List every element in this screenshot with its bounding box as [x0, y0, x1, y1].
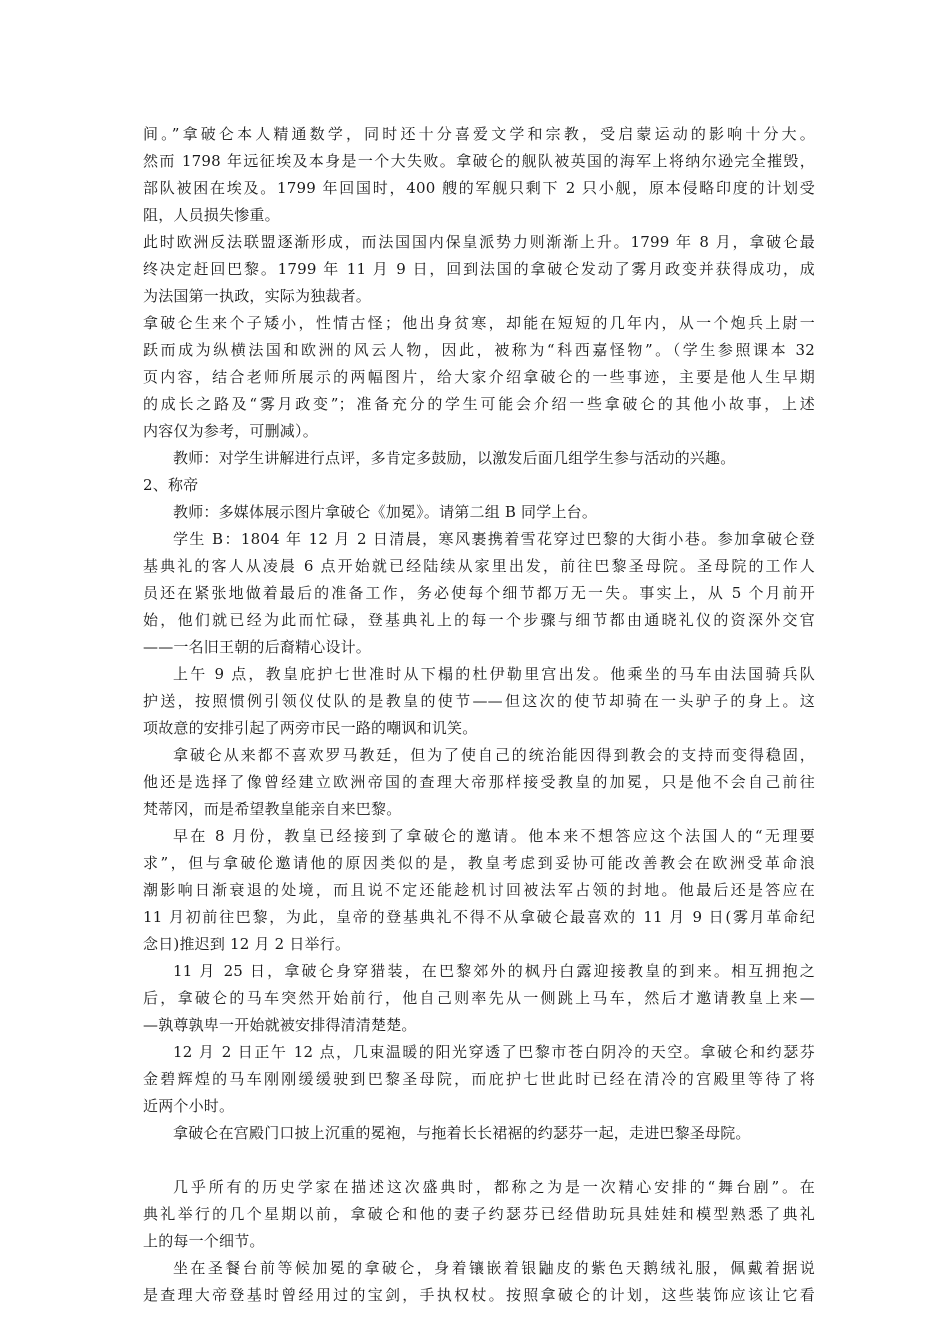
text-line: 然而 1798 年远征埃及本身是一个大失败。拿破仑的舰队被英国的海军上将纳尔逊完全摧毁，	[143, 152, 815, 170]
text-line: 拿破仑从来都不喜欢罗马教廷，但为了使自己的统治能因得到教会的支持而变得稳固，	[173, 746, 815, 764]
text-line: 近两个小时。	[143, 1097, 235, 1115]
text-line: 项故意的安排引起了两旁市民一路的嘲讽和讥笑。	[143, 719, 478, 737]
text-line: 上午 9 点，教皇庇护七世准时从下榻的杜伊勒里宫出发。他乘坐的马车由法国骑兵队	[173, 665, 815, 683]
text-line: 是查理大帝登基时曾经用过的宝剑，手执权杖。按照拿破仑的计划，这些装饰应该让它看	[143, 1286, 815, 1304]
text-line: 跃而成为纵横法国和欧洲的风云人物，因此，被称为“科西嘉怪物”。（学生参照课本 32	[143, 341, 815, 359]
text-line: 念日)推迟到 12 月 2 日举行。	[143, 935, 351, 953]
text-line: 始，他们就已经为此而忙碌，登基典礼上的每一个步骤与细节都由通晓礼仪的资深外交官	[143, 611, 815, 629]
text-line: 学生 B：1804 年 12 月 2 日清晨，寒风裹携着雪花穿过巴黎的大街小巷。参加拿破仑登	[173, 530, 815, 548]
text-line: —孰尊孰卑一开始就被安排得清清楚楚。	[143, 1016, 417, 1034]
section-heading: 2、称帝	[143, 476, 199, 494]
text-line: 此时欧洲反法联盟逐渐形成，而法国国内保皇派势力则渐渐上升。1799 年 8 月，拿破仑最	[143, 233, 815, 251]
text-line: 教师：多媒体展示图片拿破仑《加冕》。请第二组 B 同学上台。	[173, 503, 598, 521]
text-line: 求”，但与拿破伦邀请他的原因类似的是，教皇考虑到妥协可能改善教会在欧洲受革命浪	[143, 854, 815, 872]
text-line: 教师：对学生讲解进行点评，多肯定多鼓励，以激发后面几组学生参与活动的兴趣。	[173, 449, 736, 467]
text-line: 12 月 2 日正午 12 点，几束温暖的阳光穿透了巴黎市苍白阴冷的天空。拿破仑和约瑟芬	[173, 1043, 815, 1061]
text-line: 潮影响日渐衰退的处境，而且说不定还能趁机讨回被法军占领的封地。他最后还是答应在	[143, 881, 815, 899]
text-line: 拿破仑生来个子矮小，性情古怪；他出身贫寒，却能在短短的几年内，从一个炮兵上尉一	[143, 314, 815, 332]
text-line: 梵蒂冈，而是希望教皇能亲自来巴黎。	[143, 800, 402, 818]
text-line: 早在 8 月份，教皇已经接到了拿破仑的邀请。他本来不想答应这个法国人的“无理要	[173, 827, 815, 845]
text-line: 典礼举行的几个星期以前，拿破仑和他的妻子约瑟芬已经借助玩具娃娃和模型熟悉了典礼	[143, 1205, 815, 1223]
text-line: 阻，人员损失惨重。	[143, 206, 280, 224]
text-line: 护送，按照惯例引领仪仗队的是教皇的使节——但这次的使节却骑在一头驴子的身上。这	[143, 692, 815, 710]
text-line: 的成长之路及“雾月政变”；准备充分的学生可能会介绍一些拿破仑的其他小故事，上述	[143, 395, 815, 413]
text-line: 终决定赶回巴黎。1799 年 11 月 9 日，回到法国的拿破仑发动了雾月政变并获得成功，成	[143, 260, 815, 278]
text-line: 他还是选择了像曾经建立欧洲帝国的查理大帝那样接受教皇的加冕，只是他不会自己前往	[143, 773, 815, 791]
text-line: 拿破仑在宫殿门口披上沉重的冕袍，与拖着长长裙裾的约瑟芬一起，走进巴黎圣母院。	[173, 1124, 751, 1142]
text-line: ——一名旧王朝的后裔精心设计。	[143, 638, 372, 656]
text-line: 页内容，结合老师所展示的两幅图片，给大家介绍拿破仑的一些事迹，主要是他人生早期	[143, 368, 815, 386]
text-line: 坐在圣餐台前等候加冕的拿破仑，身着镶嵌着银鼬皮的紫色天鹅绒礼服，佩戴着据说	[173, 1259, 815, 1277]
text-line: 上的每一个细节。	[143, 1232, 265, 1250]
text-line: 内容仅为参考，可删减）。	[143, 422, 318, 440]
text-line: 部队被困在埃及。1799 年回国时，400 艘的军舰只剩下 2 只小舰，原本侵略印度的计划受	[143, 179, 815, 197]
text-line: 金碧辉煌的马车刚刚缓缓驶到巴黎圣母院，而庇护七世此时已经在清冷的宫殿里等待了将	[143, 1070, 815, 1088]
text-line: 间。”拿破仑本人精通数学，同时还十分喜爱文学和宗教，受启蒙运动的影响十分大。	[143, 125, 815, 143]
text-line: 为法国第一执政，实际为独裁者。	[143, 287, 372, 305]
text-line: 11 月 25 日，拿破仑身穿猎装，在巴黎郊外的枫丹白露迎接教皇的到来。相互拥抱之	[173, 962, 815, 980]
text-line: 11 月初前往巴黎，为此，皇帝的登基典礼不得不从拿破仑最喜欢的 11 月 9 日(雾月革命纪	[143, 908, 815, 926]
text-line: 后，拿破仑的马车突然开始前行，他自己则率先从一侧跳上马车，然后才邀请教皇上来—	[143, 989, 815, 1007]
text-line: 基典礼的客人从凌晨 6 点开始就已经陆续从家里出发，前往巴黎圣母院。圣母院的工作人	[143, 557, 815, 575]
text-line: 几乎所有的历史学家在描述这次盛典时，都称之为是一次精心安排的“舞台剧”。在	[173, 1178, 815, 1196]
text-line: 员还在紧张地做着最后的准备工作，务必使每个细节都万无一失。事实上，从 5 个月前开	[143, 584, 815, 602]
